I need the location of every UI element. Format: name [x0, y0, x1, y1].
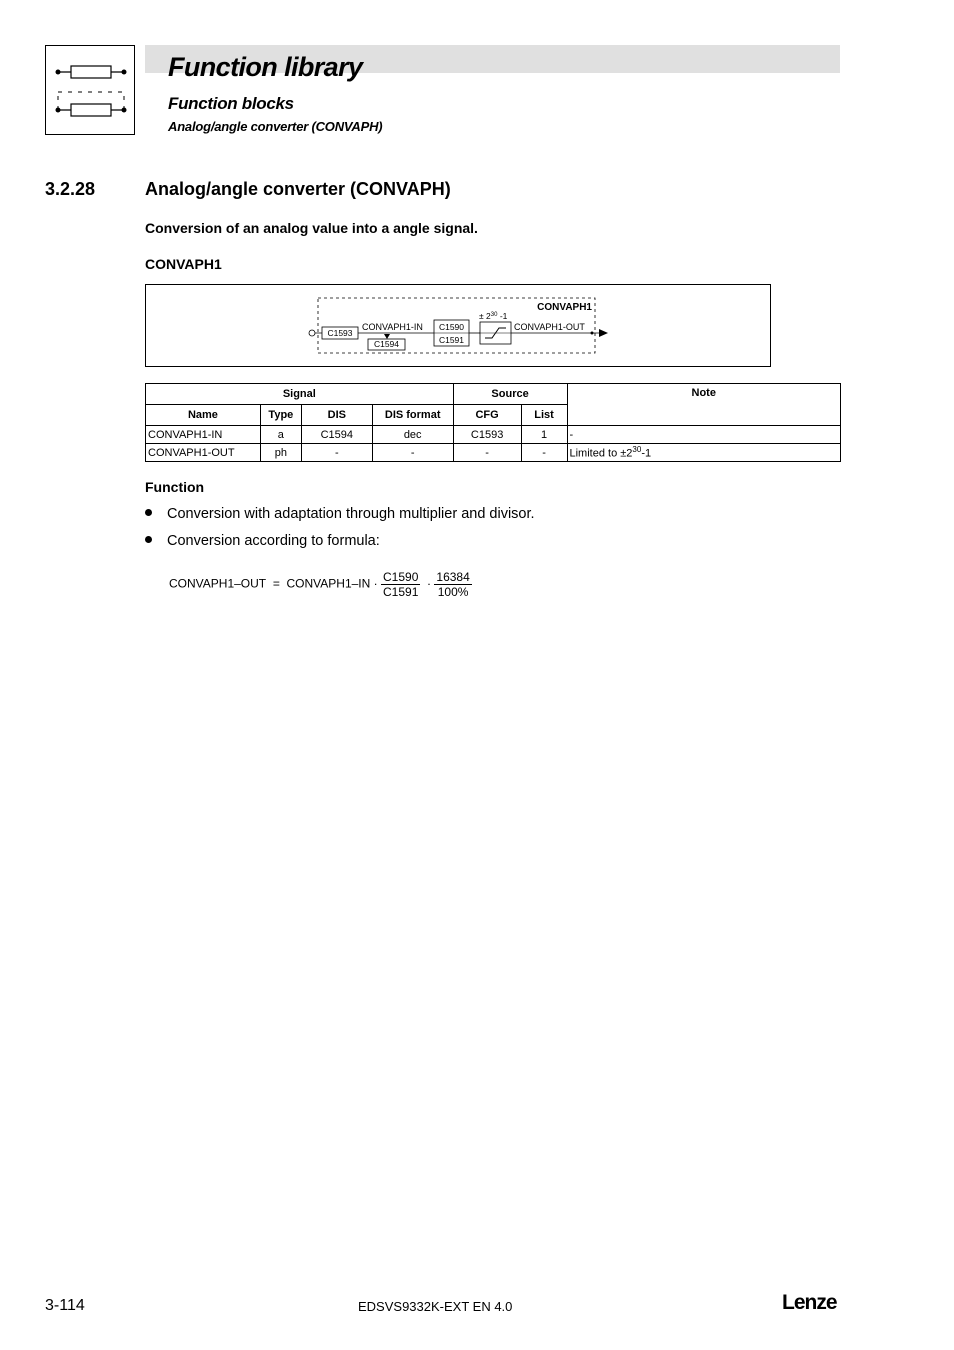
diagram-block-name: CONVAPH1 [537, 302, 592, 313]
header-name: Name [146, 405, 261, 426]
header-list: List [521, 405, 567, 426]
function-block-icon [45, 45, 135, 135]
section-number: 3.2.28 [45, 179, 96, 199]
page-title: Function library [168, 52, 363, 82]
header-signal: Signal [146, 384, 454, 405]
cell-note: - [567, 426, 841, 444]
diagram-input-label: CONVAPH1-IN [362, 322, 423, 332]
formula-term: CONVAPH1–IN [286, 576, 371, 591]
cell-type: ph [260, 444, 301, 462]
cell-name: CONVAPH1-IN [146, 426, 261, 444]
block-diagram-svg [146, 285, 770, 366]
cell-dis: - [301, 444, 372, 462]
table-row [146, 426, 841, 444]
page-subtitle: Function blocks [168, 94, 294, 113]
function-heading: Function [145, 479, 205, 495]
cell-cfg: C1593 [453, 426, 521, 444]
cell-type: a [260, 426, 301, 444]
diagram-output-label: CONVAPH1-OUT [514, 322, 585, 332]
brand-logo: Lenze [782, 1291, 837, 1314]
header-note: Note [567, 384, 841, 426]
bullet-item: Conversion with adaptation through multiplier and divisor. [145, 506, 535, 522]
cell-dis: C1594 [301, 426, 372, 444]
block-label: CONVAPH1 [145, 256, 222, 272]
cell-list: - [521, 444, 567, 462]
cell-name: CONVAPH1-OUT [146, 444, 261, 462]
diagram-limit-label: ± $2^{30}$ -1 [479, 311, 508, 321]
cell-dis-format: - [372, 444, 453, 462]
header-type: Type [260, 405, 301, 426]
conversion-formula: CONVAPH1–OUT = CONVAPH1–IN · $\frac{C1590}{C1591}$ · $\frac{16384}{100\%}$ [169, 570, 470, 599]
section-title: Analog/angle converter (CONVAPH) [145, 179, 451, 199]
diagram-code-in: C1593 [327, 328, 353, 338]
input-connector-icon [309, 330, 315, 336]
table-group-header-row [146, 384, 841, 405]
page-number: 3-114 [45, 1297, 85, 1314]
header-source: Source [453, 384, 567, 405]
function-block-graphic [46, 46, 134, 134]
cell-cfg: - [453, 444, 521, 462]
output-arrow-icon [599, 329, 608, 337]
document-id: EDSVS9332K-EXT EN 4.0 [358, 1299, 513, 1314]
page-subsubtitle: Analog/angle converter (CONVAPH) [168, 119, 383, 134]
diagram-code-display: C1594 [373, 339, 400, 349]
signal-table [145, 383, 841, 462]
bullet-icon [145, 536, 152, 543]
header-cfg: CFG [453, 405, 521, 426]
section-intro: Conversion of an analog value into a angle signal. [145, 220, 478, 236]
cell-list: 1 [521, 426, 567, 444]
bullet-icon [145, 509, 152, 516]
diagram-code-div: C1591 [438, 335, 465, 345]
header-dis-format: DIS format [372, 405, 453, 426]
diagram-code-mult: C1590 [438, 322, 465, 332]
block-diagram [145, 284, 771, 367]
cell-dis-format: dec [372, 426, 453, 444]
formula-fraction-2: $\frac{16384}{100\%}$ [436, 570, 470, 599]
formula-fraction-1: $\frac{C1590}{C1591}$ [383, 570, 419, 599]
formula-lhs: CONVAPH1–OUT [169, 576, 267, 591]
header-dis: DIS [301, 405, 372, 426]
cell-note: Limited to $\pm 2^{30}-1$ [567, 444, 841, 462]
table-row [146, 444, 841, 462]
bullet-item: Conversion according to formula: [145, 533, 380, 549]
